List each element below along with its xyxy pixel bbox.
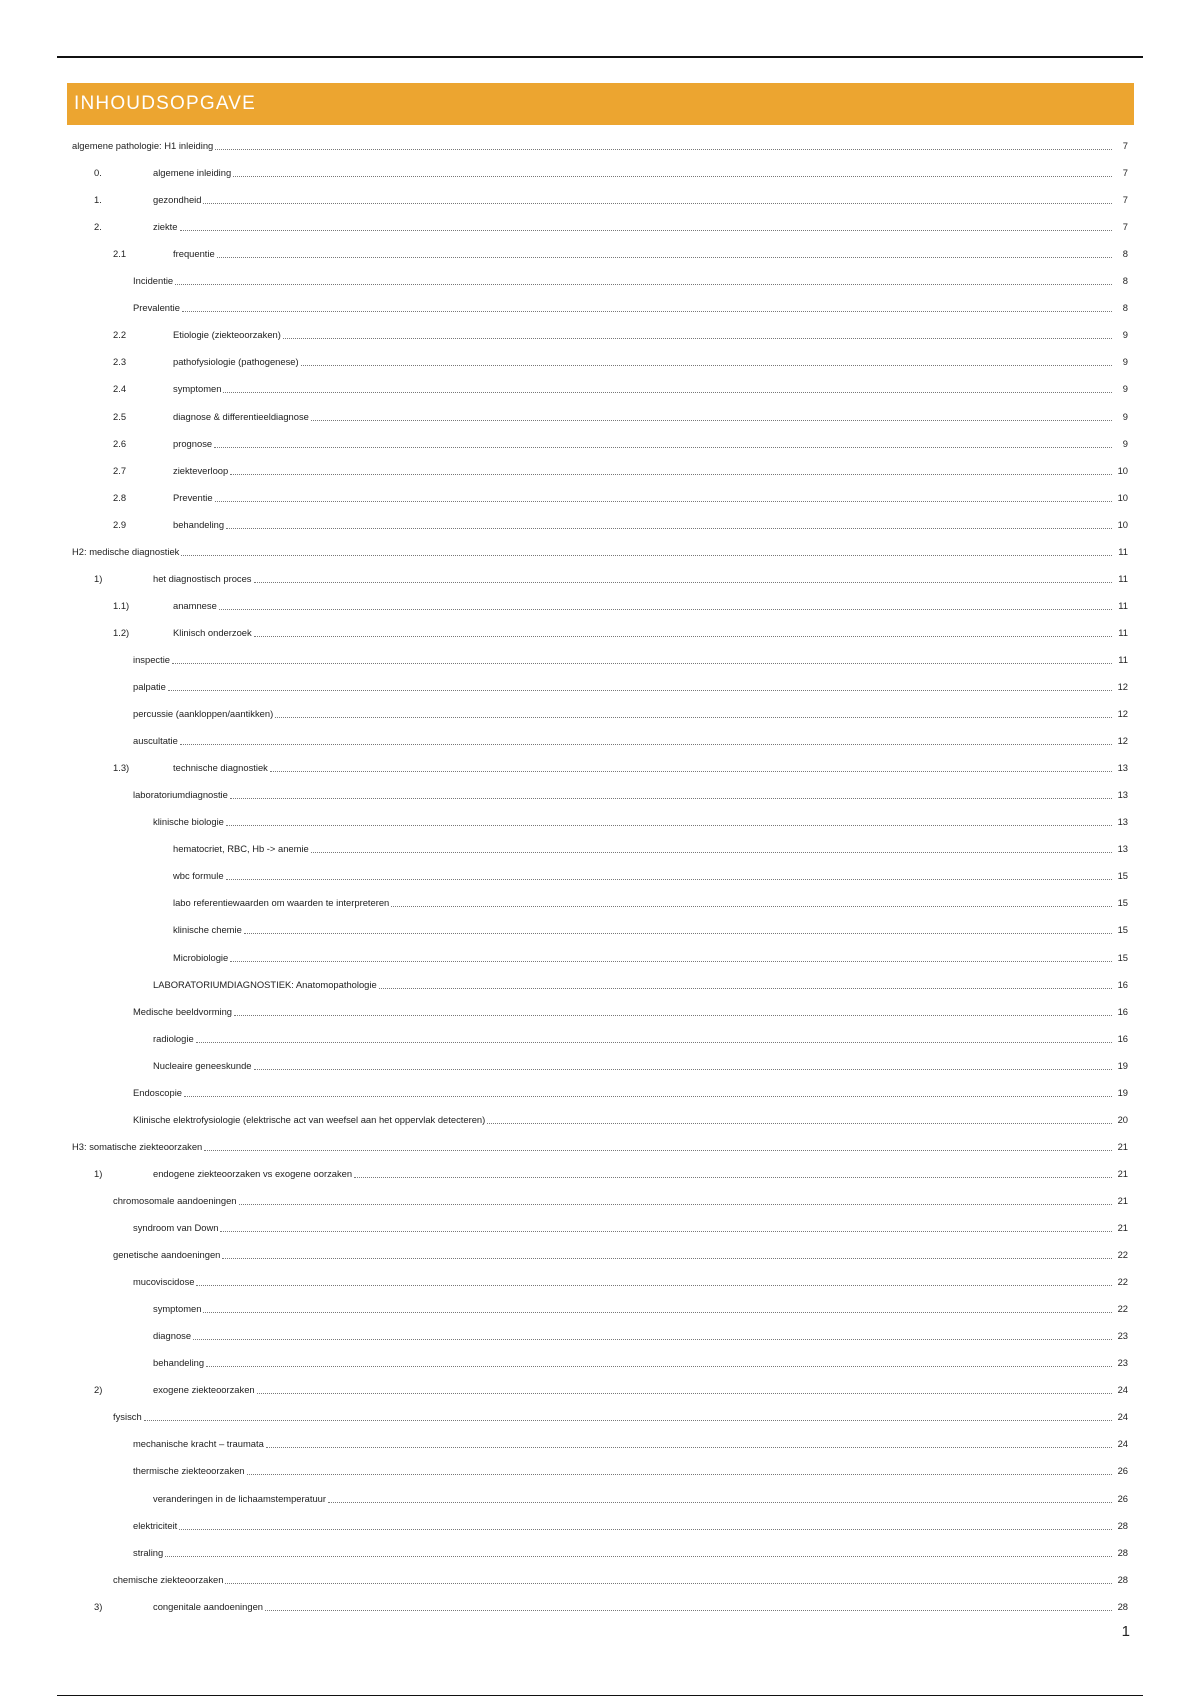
toc-entry[interactable] [94, 1380, 1128, 1396]
toc-entry-title: frequentie [173, 248, 215, 260]
toc-entry-number: 1. [94, 194, 102, 206]
toc-entry-number: 2.1 [113, 248, 127, 260]
toc-entry[interactable] [113, 1407, 1128, 1423]
toc-entry-title: elektriciteit [133, 1519, 178, 1531]
toc-entry-page: 8 [1122, 248, 1128, 260]
toc-entry[interactable] [133, 704, 1128, 720]
toc-dot-leader [233, 175, 1112, 177]
toc-entry-title: prognose [173, 437, 213, 449]
toc-entry-title: endogene ziekteoorzaken vs exogene oorzaken [153, 1167, 353, 1179]
toc-dot-leader [225, 1582, 1112, 1584]
toc-dot-leader [179, 1528, 1112, 1530]
toc-entry[interactable] [133, 1002, 1128, 1018]
toc-entry-title: fysisch [113, 1411, 142, 1423]
toc-entry-page: 21 [1117, 1167, 1128, 1179]
toc-entry-title: Medische beeldvorming [133, 1005, 233, 1017]
toc-dot-leader [226, 824, 1112, 826]
toc-entry-page: 28 [1117, 1600, 1128, 1612]
toc-entry-page: 11 [1118, 653, 1128, 665]
toc-entry[interactable] [133, 1083, 1128, 1099]
toc-entry[interactable] [153, 975, 1128, 991]
toc-entry-page: 22 [1117, 1276, 1128, 1288]
toc-entry[interactable] [133, 1516, 1128, 1532]
toc-entry[interactable] [153, 1056, 1128, 1072]
toc-heading: INHOUDSOPGAVE [74, 93, 257, 114]
toc-entry-title: genetische aandoeningen [113, 1249, 221, 1261]
toc-entry-page: 24 [1117, 1438, 1128, 1450]
toc-entry-title: LABORATORIUMDIAGNOSTIEK: Anatomopathologie [153, 978, 377, 990]
toc-entry-title: syndroom van Down [133, 1222, 219, 1233]
toc-entry-page: 19 [1117, 1086, 1128, 1098]
toc-entry-page: 11 [1118, 545, 1128, 557]
toc-entry-title: congenitale aandoeningen [153, 1600, 263, 1612]
toc-entry-page: 8 [1122, 302, 1128, 314]
toc-entry-page: 23 [1117, 1330, 1128, 1342]
toc-entry-page: 9 [1122, 410, 1128, 422]
toc-entry-page: 15 [1117, 951, 1128, 963]
toc-entry-page: 13 [1117, 789, 1128, 801]
toc-entry[interactable] [173, 866, 1128, 882]
toc-entry-page: 7 [1122, 194, 1128, 206]
toc-entry-title: Incidentie [133, 275, 174, 287]
toc-entry-title: auscultatie [133, 735, 178, 747]
toc-entry[interactable] [94, 163, 1128, 179]
toc-entry-title: technische diagnostiek [173, 762, 268, 774]
toc-dot-leader [254, 635, 1112, 637]
toc-entry[interactable] [113, 623, 1128, 639]
top-rule [57, 56, 1143, 58]
toc-entry-title: behandeling [153, 1357, 205, 1369]
toc-entry[interactable] [173, 948, 1128, 964]
toc-entry-page: 20 [1117, 1113, 1128, 1125]
toc-entry-title: ziekte [153, 221, 178, 233]
toc-entry-title: symptomen [173, 383, 222, 395]
toc-entry-title: palpatie [133, 681, 166, 692]
toc-entry-number: 2. [94, 221, 102, 233]
toc-entry-number: 2) [94, 1384, 103, 1396]
toc-entry[interactable] [153, 1299, 1128, 1315]
toc-entry-title: mucoviscidose [133, 1276, 195, 1288]
toc-entry[interactable] [113, 758, 1128, 774]
toc-entry-title: gezondheid [153, 194, 202, 206]
toc-entry[interactable] [113, 1245, 1128, 1261]
toc-entry-page: 24 [1117, 1411, 1128, 1423]
toc-entry-page: 10 [1117, 491, 1128, 503]
toc-dot-leader [193, 1338, 1112, 1340]
toc-entry-number: 2.2 [113, 329, 127, 341]
toc-entry-title: exogene ziekteoorzaken [153, 1384, 255, 1396]
toc-entry[interactable] [113, 352, 1128, 368]
toc-entry[interactable] [133, 650, 1128, 666]
toc-dot-leader [165, 1555, 1112, 1557]
toc-entry-number: 2.9 [113, 518, 127, 530]
toc-entry-title: H2: medische diagnostiek [72, 545, 180, 557]
toc-dot-leader [182, 310, 1112, 312]
toc-entry-number: 1.3) [113, 762, 130, 774]
toc-entry[interactable] [113, 325, 1128, 341]
toc-entry-page: 28 [1117, 1519, 1128, 1531]
toc-dot-leader [220, 1230, 1112, 1232]
toc-entry[interactable] [113, 379, 1128, 395]
toc-entry-title: hematocriet, RBC, Hb -> anemie [173, 843, 309, 855]
toc-dot-leader [172, 662, 1112, 664]
toc-entry-page: 16 [1117, 978, 1128, 990]
toc-entry-title: diagnose [153, 1330, 192, 1342]
toc-entry-title: pathofysiologie (pathogenese) [173, 356, 299, 368]
toc-entry-title: thermische ziekteoorzaken [133, 1465, 245, 1477]
toc-entry-page: 16 [1117, 1005, 1128, 1017]
toc-entry-title: diagnose & differentieeldiagnose [173, 410, 309, 422]
toc-entry-title: symptomen [153, 1303, 202, 1315]
toc-dot-leader [230, 473, 1112, 475]
toc-entry-title: Prevalentie [133, 302, 180, 314]
toc-entry-page: 22 [1117, 1303, 1128, 1315]
toc-entry-page: 13 [1117, 762, 1128, 774]
toc-entry[interactable] [113, 596, 1128, 612]
toc-entry-page: 26 [1117, 1465, 1128, 1477]
toc-entry-page: 9 [1122, 356, 1128, 368]
toc-dot-leader [311, 419, 1112, 421]
toc-dot-leader [144, 1419, 1112, 1421]
toc-entry-title: het diagnostisch proces [153, 572, 252, 584]
toc-dot-leader [223, 391, 1112, 393]
toc-entry-page: 9 [1122, 329, 1128, 341]
toc-dot-leader [379, 987, 1112, 989]
toc-entry-title: Etiologie (ziekteoorzaken) [173, 329, 281, 341]
toc-entry[interactable] [113, 407, 1128, 423]
toc-entry[interactable] [173, 839, 1128, 855]
toc-entry[interactable] [153, 1353, 1128, 1369]
toc-dot-leader [215, 500, 1112, 502]
toc-dot-leader [234, 1014, 1112, 1016]
toc-entry[interactable] [113, 1191, 1128, 1207]
toc-dot-leader [180, 229, 1113, 231]
toc-dot-leader [230, 960, 1112, 962]
toc-entry-page: 21 [1117, 1140, 1128, 1152]
toc-dot-leader [391, 905, 1112, 907]
toc-entry-title: Klinische elektrofysiologie (elektrische act van weefsel aan het oppervlak detecteren) [133, 1113, 486, 1125]
toc-entry[interactable] [133, 785, 1128, 801]
toc-entry-number: 1) [94, 1167, 103, 1179]
toc-entry[interactable] [173, 920, 1128, 936]
toc-dot-leader [257, 1392, 1112, 1394]
toc-dot-leader [270, 770, 1112, 772]
toc-entry-title: inspectie [133, 653, 171, 665]
toc-entry-page: 11 [1118, 599, 1128, 611]
toc-entry[interactable] [113, 244, 1128, 260]
toc-entry[interactable] [153, 812, 1128, 828]
toc-entry-title: Nucleaire geneeskunde [153, 1059, 252, 1071]
toc-entry-number: 2.3 [113, 356, 127, 368]
toc-dot-leader [247, 1473, 1112, 1475]
toc-entry-title: klinische chemie [173, 924, 242, 936]
toc-dot-leader [266, 1446, 1112, 1448]
toc-entry-page: 7 [1122, 140, 1128, 151]
toc-entry[interactable] [113, 434, 1128, 450]
toc-heading-banner [67, 83, 1134, 125]
toc-dot-leader [168, 689, 1112, 691]
toc-dot-leader [283, 337, 1112, 339]
toc-dot-leader [239, 1203, 1112, 1205]
toc-entry-title: ziekteverloop [173, 464, 229, 476]
toc-dot-leader [184, 1095, 1112, 1097]
toc-entry[interactable] [133, 1218, 1128, 1234]
toc-dot-leader [254, 1068, 1112, 1070]
toc-entry[interactable] [133, 298, 1128, 314]
toc-entry-title: labo referentiewaarden om waarden te interpreteren [173, 897, 390, 909]
toc-entry[interactable] [94, 569, 1128, 585]
toc-entry[interactable] [133, 731, 1128, 747]
toc-entry-title: algemene inleiding [153, 167, 232, 179]
toc-entry-title: anamnese [173, 599, 217, 611]
toc-entry-page: 11 [1118, 572, 1128, 584]
toc-entry[interactable] [153, 1326, 1128, 1342]
bottom-rule [57, 1695, 1143, 1696]
toc-entry-page: 21 [1117, 1194, 1128, 1206]
toc-entry[interactable] [94, 1597, 1128, 1613]
toc-entry-title: Endoscopie [133, 1086, 182, 1098]
toc-entry-page: 22 [1117, 1249, 1128, 1261]
toc-entry-title: klinische biologie [153, 816, 224, 828]
toc-entry[interactable] [153, 1029, 1128, 1045]
toc-entry[interactable] [72, 542, 1128, 558]
toc-dot-leader [487, 1122, 1112, 1124]
toc-entry[interactable] [113, 488, 1128, 504]
toc-entry-title: veranderingen in de lichaamstemperatuur [153, 1492, 327, 1504]
toc-entry-page: 11 [1118, 626, 1128, 638]
toc-entry-page: 13 [1117, 816, 1128, 828]
toc-entry[interactable] [133, 1272, 1128, 1288]
toc-entry-number: 1) [94, 572, 103, 584]
toc-dot-leader [217, 256, 1112, 258]
toc-dot-leader [265, 1609, 1112, 1611]
toc-entry[interactable] [72, 1137, 1128, 1153]
toc-dot-leader [226, 878, 1112, 880]
toc-entry-page: 10 [1117, 518, 1128, 530]
toc-entry-number: 1.1) [113, 599, 130, 611]
toc-entry[interactable] [94, 217, 1128, 233]
toc-dot-leader [301, 364, 1112, 366]
toc-entry[interactable] [133, 1461, 1128, 1477]
toc-entry-page: 9 [1122, 437, 1128, 449]
toc-entry-number: 2.7 [113, 464, 127, 476]
toc-dot-leader [203, 202, 1112, 204]
toc-entry-page: 7 [1122, 221, 1128, 233]
page-number: 1 [1121, 1623, 1130, 1640]
toc-entry-title: percussie (aankloppen/aantikken) [133, 708, 274, 720]
toc-entry-page: 10 [1117, 464, 1128, 476]
toc-entry-title: Preventie [173, 491, 213, 503]
toc-dot-leader [204, 1149, 1112, 1151]
toc-entry-page: 15 [1117, 870, 1128, 882]
toc-dot-leader [206, 1365, 1112, 1367]
toc-entry-number: 2.6 [113, 437, 127, 449]
toc-dot-leader [203, 1311, 1112, 1313]
toc-entry[interactable] [113, 1570, 1128, 1586]
toc-entry[interactable] [72, 136, 1128, 152]
toc-entry-title: wbc formule [173, 870, 224, 882]
toc-entry-page: 12 [1117, 735, 1128, 747]
toc-entry[interactable] [113, 515, 1128, 531]
toc-dot-leader [275, 716, 1112, 718]
toc-dot-leader [181, 554, 1112, 556]
toc-dot-leader [215, 148, 1112, 150]
toc-dot-leader [226, 527, 1112, 529]
toc-entry-number: 2.5 [113, 410, 127, 422]
toc-entry[interactable] [133, 1110, 1128, 1126]
toc-entry-page: 21 [1117, 1222, 1128, 1233]
toc-entry[interactable] [133, 271, 1128, 287]
toc-dot-leader [244, 932, 1112, 934]
toc-entry-title: chemische ziekteoorzaken [113, 1573, 224, 1585]
toc-entry[interactable] [94, 190, 1128, 206]
toc-entry[interactable] [173, 893, 1128, 909]
toc-entry-page: 9 [1122, 383, 1128, 395]
toc-dot-leader [196, 1041, 1112, 1043]
toc-dot-leader [311, 851, 1112, 853]
toc-dot-leader [214, 446, 1112, 448]
toc-entry-number: 0. [94, 167, 102, 179]
toc-entry-page: 7 [1122, 167, 1128, 179]
toc-entry-title: Microbiologie [173, 951, 229, 963]
toc-entry-page: 12 [1117, 681, 1128, 692]
toc-entry[interactable] [133, 677, 1128, 693]
toc-entry-number: 1.2) [113, 626, 130, 638]
toc-entry-number: 2.4 [113, 383, 127, 395]
toc-entry[interactable] [133, 1543, 1128, 1559]
toc-dot-leader [328, 1501, 1112, 1503]
toc-entry-title: behandeling [173, 518, 225, 530]
toc-entry-page: 19 [1117, 1059, 1128, 1071]
toc-entry-title: radiologie [153, 1032, 194, 1044]
toc-entry-page: 15 [1117, 897, 1128, 909]
toc-entry-number: 2.8 [113, 491, 127, 503]
toc-dot-leader [219, 608, 1112, 610]
toc-entry-title: Klinisch onderzoek [173, 626, 252, 638]
toc-dot-leader [180, 743, 1112, 745]
toc-entry-page: 12 [1117, 708, 1128, 720]
toc-dot-leader [175, 283, 1112, 285]
toc-entry[interactable] [113, 461, 1128, 477]
toc-dot-leader [254, 581, 1113, 583]
toc-entry-title: mechanische kracht – traumata [133, 1438, 264, 1450]
toc-entry[interactable] [153, 1489, 1128, 1505]
toc-entry-page: 24 [1117, 1384, 1128, 1396]
toc-entry-page: 23 [1117, 1357, 1128, 1369]
toc-entry-title: laboratoriumdiagnostie [133, 789, 228, 801]
toc-entry-page: 28 [1117, 1573, 1128, 1585]
toc-entry-page: 15 [1117, 924, 1128, 936]
toc-dot-leader [222, 1257, 1112, 1259]
toc-dot-leader [230, 797, 1112, 799]
toc-entry[interactable] [133, 1434, 1128, 1450]
toc-dot-leader [354, 1176, 1112, 1178]
toc-entry-page: 28 [1117, 1546, 1128, 1558]
toc-dot-leader [196, 1284, 1112, 1286]
toc-entry-page: 16 [1117, 1032, 1128, 1044]
toc-entry-title: straling [133, 1546, 164, 1558]
toc-entry-page: 26 [1117, 1492, 1128, 1504]
toc-entry-title: chromosomale aandoeningen [113, 1194, 237, 1206]
toc-entry-page: 13 [1117, 843, 1128, 855]
toc-entry-page: 8 [1122, 275, 1128, 287]
toc-entry-title: algemene pathologie: H1 inleiding [72, 140, 214, 151]
toc-entry[interactable] [94, 1164, 1128, 1180]
toc-entry-title: H3: somatische ziekteoorzaken [72, 1140, 203, 1152]
toc-entry-number: 3) [94, 1600, 103, 1612]
